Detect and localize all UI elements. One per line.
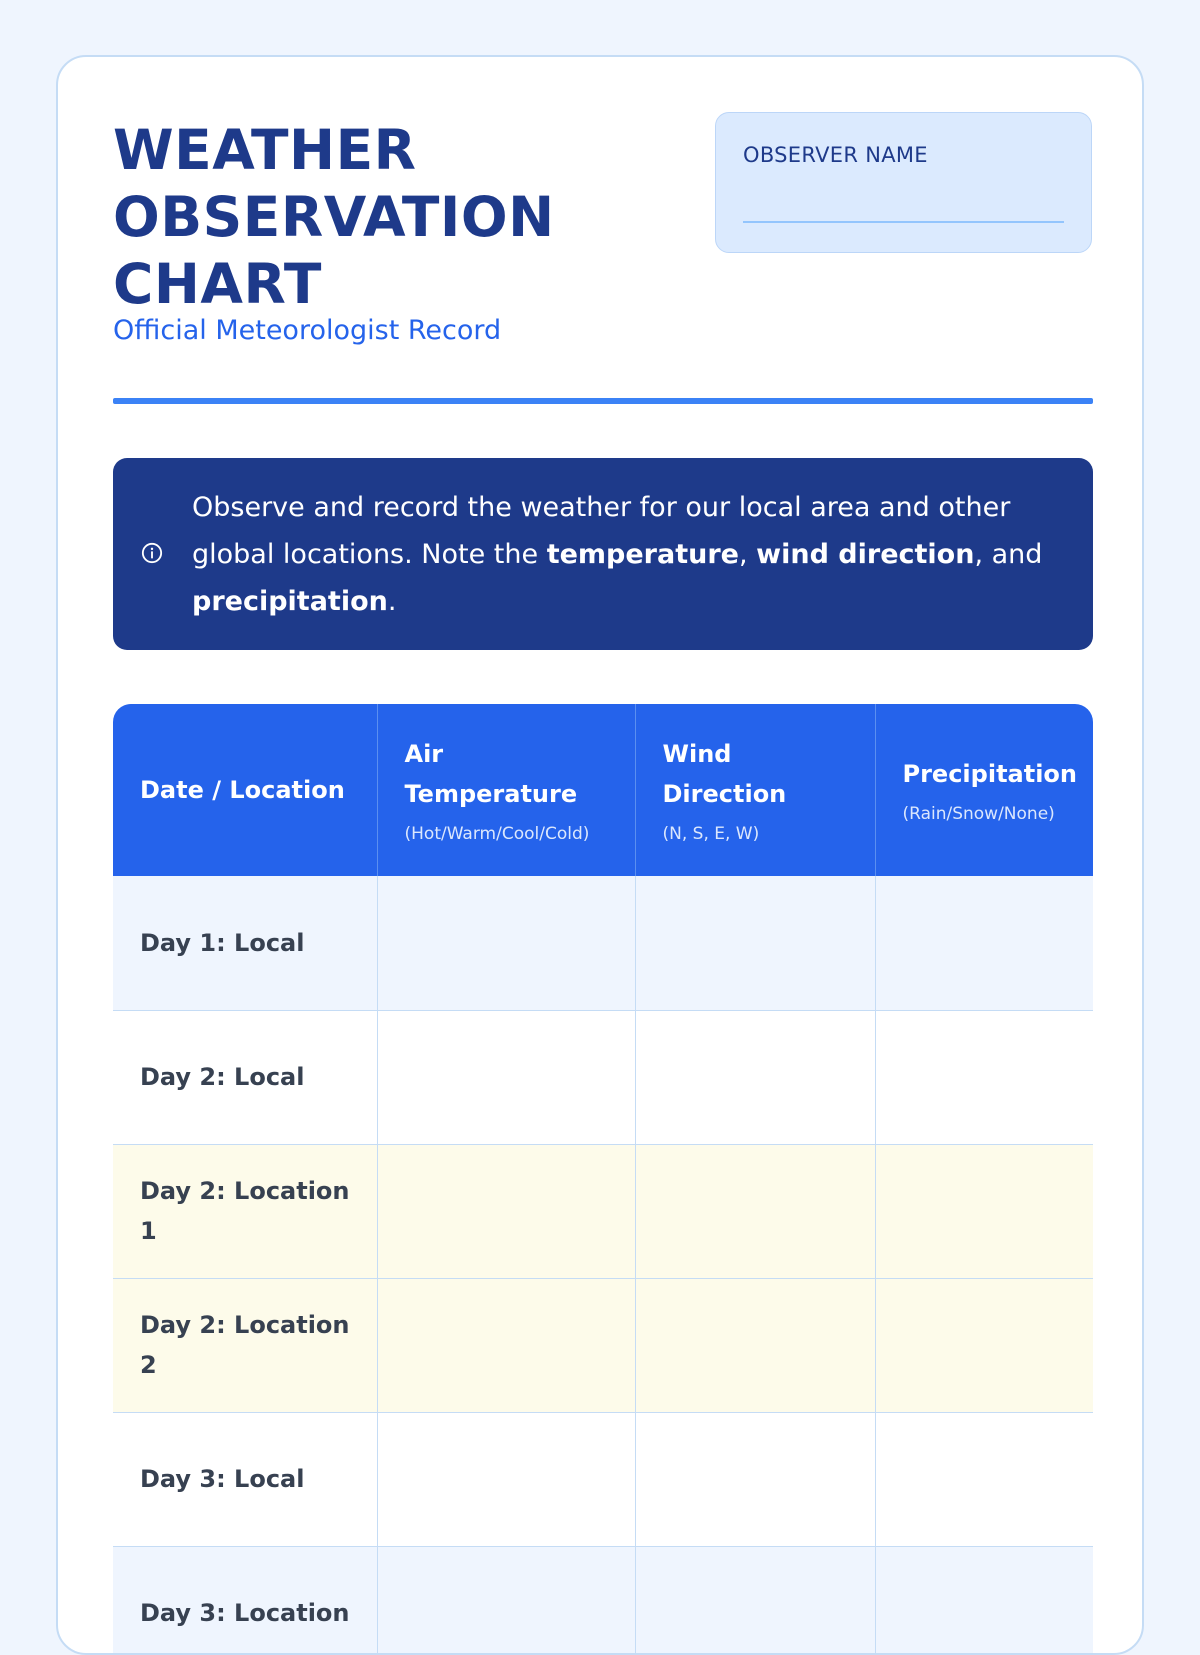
column-header-title: Air Temperature — [404, 740, 578, 808]
page-title: WEATHER OBSERVATION CHART — [113, 118, 555, 316]
instructions-bold-wind-direction: wind direction — [756, 539, 975, 570]
precipitation-cell[interactable] — [875, 1010, 1093, 1144]
air-temperature-cell[interactable] — [377, 876, 635, 1010]
column-header-title: Precipitation — [902, 760, 1078, 788]
row-label-cell — [113, 1144, 377, 1278]
header-divider — [113, 398, 1093, 404]
row-label: Day 2: Location 2 — [140, 1311, 350, 1379]
column-header-air-temperature — [377, 704, 635, 876]
table-header-row — [113, 704, 1093, 876]
observer-name-field[interactable] — [743, 221, 1064, 223]
table-row — [113, 1010, 1093, 1144]
wind-direction-cell[interactable] — [635, 1412, 875, 1546]
column-header-title: Wind Direction — [662, 740, 787, 808]
row-label: Day 2: Local — [140, 1063, 305, 1091]
instructions-bold-temperature: temperature — [546, 539, 739, 570]
observation-table-wrapper — [113, 704, 1093, 1655]
table-row — [113, 1278, 1093, 1412]
air-temperature-cell[interactable] — [377, 1278, 635, 1412]
row-label-cell — [113, 1412, 377, 1546]
precipitation-cell[interactable] — [875, 1546, 1093, 1655]
table-row — [113, 1546, 1093, 1655]
instructions-text-part: Observe and record the weather for our local area and other global locations. Note the — [192, 492, 1011, 570]
precipitation-cell[interactable] — [875, 876, 1093, 1010]
precipitation-cell[interactable] — [875, 1412, 1093, 1546]
air-temperature-cell[interactable] — [377, 1546, 635, 1655]
air-temperature-cell[interactable] — [377, 1412, 635, 1546]
row-label-cell — [113, 876, 377, 1010]
column-header-title: Date / Location — [140, 776, 345, 804]
wind-direction-cell[interactable] — [635, 1144, 875, 1278]
row-label-cell — [113, 1546, 377, 1655]
table-row — [113, 1144, 1093, 1278]
column-header-hint: (Rain/Snow/None) — [902, 804, 1055, 824]
precipitation-cell[interactable] — [875, 1144, 1093, 1278]
air-temperature-cell[interactable] — [377, 1144, 635, 1278]
observer-name-box — [715, 112, 1092, 253]
observation-table — [113, 704, 1093, 1655]
row-label: Day 3: Local — [140, 1465, 305, 1493]
wind-direction-cell[interactable] — [635, 1546, 875, 1655]
row-label: Day 1: Local — [140, 928, 305, 957]
row-label-cell — [113, 1010, 377, 1144]
column-header-hint: (Hot/Warm/Cool/Cold) — [404, 824, 590, 844]
wind-direction-cell[interactable] — [635, 1278, 875, 1412]
column-header-date-location — [113, 704, 377, 876]
observer-name-label: OBSERVER NAME — [743, 143, 928, 167]
table-row — [113, 1412, 1093, 1546]
precipitation-cell[interactable] — [875, 1278, 1093, 1412]
instructions-bold-precipitation: precipitation — [192, 586, 388, 617]
wind-direction-cell[interactable] — [635, 1010, 875, 1144]
table-row — [113, 876, 1093, 1010]
info-circle-icon — [141, 542, 163, 564]
row-label-cell — [113, 1278, 377, 1412]
page-subtitle: Official Meteorologist Record — [113, 315, 502, 346]
column-header-wind-direction — [635, 704, 875, 876]
instructions-period: . — [387, 586, 397, 617]
air-temperature-cell[interactable] — [377, 1010, 635, 1144]
wind-direction-cell[interactable] — [635, 876, 875, 1010]
instructions-banner — [113, 458, 1093, 650]
instructions-text — [192, 484, 1052, 625]
column-header-hint: (N, S, E, W) — [662, 824, 760, 844]
instructions-separator: , and — [974, 539, 1043, 570]
column-header-precipitation — [875, 704, 1093, 876]
worksheet-card — [56, 55, 1144, 1655]
row-label: Day 2: Location 1 — [140, 1177, 350, 1245]
row-label: Day 3: Location — [140, 1599, 350, 1627]
instructions-separator: , — [738, 539, 757, 570]
